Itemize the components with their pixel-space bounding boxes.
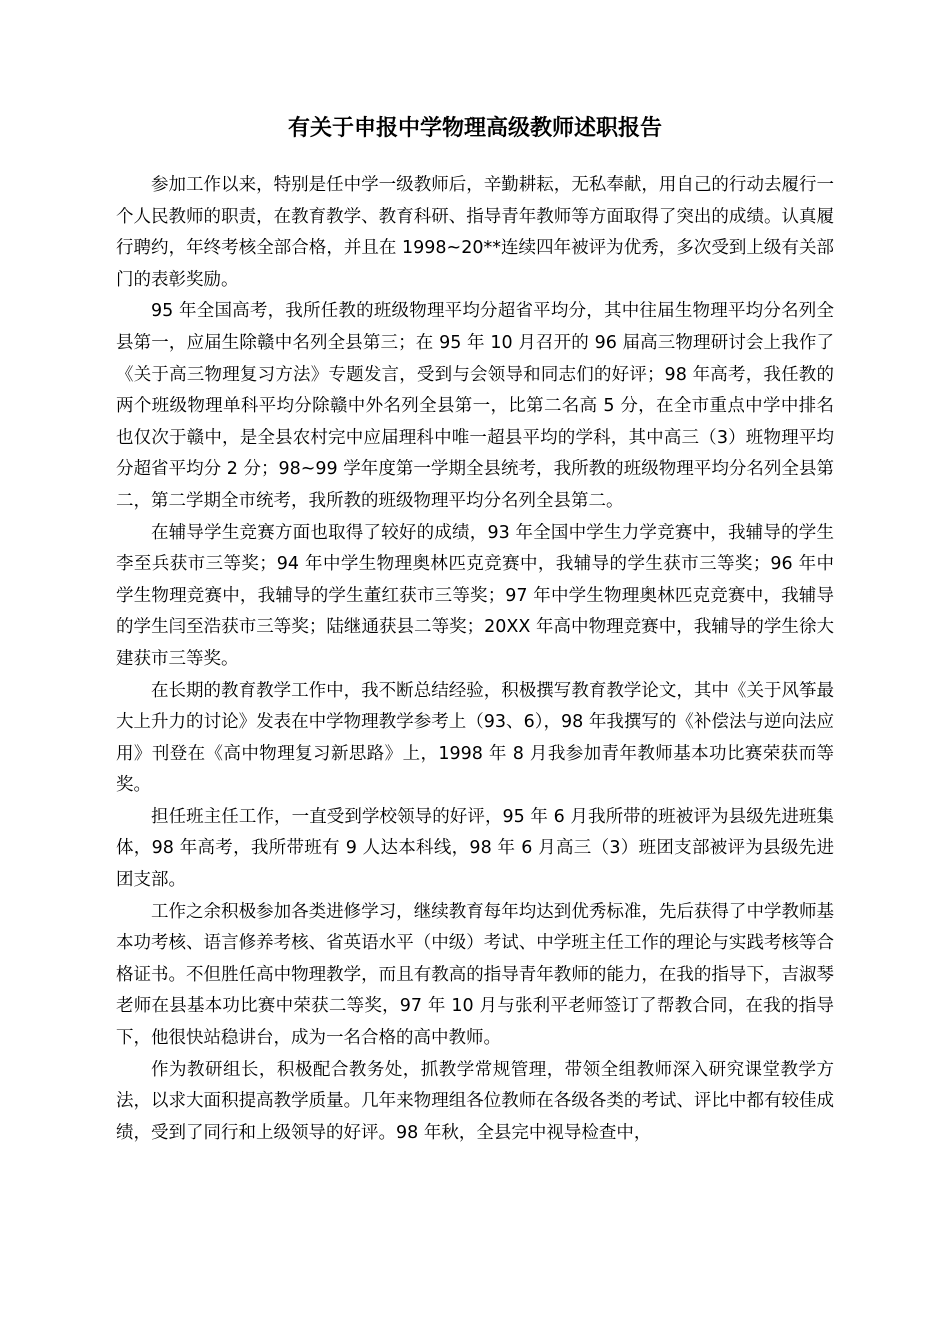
- paragraph-6: 工作之余积极参加各类进修学习，继续教育每年均达到优秀标准，先后获得了中学教师基本功考核、语言修养考核、省英语水平（中级）考试、中学班主任工作的理论与实践考核等合格证书。不但胜任高中物理教学，而且有教高的指导青年教师的能力，在我的指导下，吉淑琴老师在县基本功比赛中荣获二等奖，97 年 10 月与张利平老师签订了帮教合同，在我的指导下，他很快站稳讲台，成为一名合格的高中教师。: [116, 901, 834, 1049]
- paragraph-4: 在长期的教育教学工作中，我不断总结经验，积极撰写教育教学论文，其中《关于风筝最大上升力的讨论》发表在中学物理教学参考上（93、6），98 年我撰写的《补偿法与逆向法应用》刊登在《高中物理复习新思路》上，1998 年 8 月我参加青年教师基本功比赛荣获而等奖。: [116, 680, 834, 796]
- paragraph-1: 参加工作以来，特别是任中学一级教师后，辛勤耕耘，无私奉献，用自己的行动去履行一个人民教师的职责，在教育教学、教育科研、指导青年教师等方面取得了突出的成绩。认真履行聘约，年终考核全部合格，并且在 1998~20**连续四年被评为优秀，多次受到上级有关部门的表彰奖励。: [116, 175, 834, 290]
- document-body: [116, 170, 834, 1149]
- paragraph-7: 作为教研组长，积极配合教务处，抓教学常规管理，带领全组教师深入研究课堂教学方法，以求大面积提高教学质量。几年来物理组各位教师在各级各类的考试、评比中都有较佳成绩，受到了同行和上级领导的好评。98 年秋，全县完中视导检查中，: [116, 1059, 834, 1143]
- document-title: 有关于申报中学物理高级教师述职报告: [287, 116, 662, 141]
- paragraph-3: 在辅导学生竞赛方面也取得了较好的成绩，93 年全国中学生力学竞赛中，我辅导的学生李至兵获市三等奖；94 年中学生物理奥林匹克竞赛中，我辅导的学生获市三等奖；96 年中学生物理竞赛中，我辅导的学生董红获市三等奖；97 年中学生物理奥林匹克竞赛中，我辅导的学生闫至浩获市三等奖；陆继通获县二等奖；20XX 年高中物理竞赛中，我辅导的学生徐大建获市三等奖。: [116, 522, 834, 669]
- paragraph-2: 95 年全国高考，我所任教的班级物理平均分超省平均分，其中往届生物理平均分名列全县第一，应届生除赣中名列全县第三；在 95 年 10 月召开的 96 届高三物理研讨会上我作了《关于高三物理复习方法》专题发言，受到与会领导和同志们的好评；98 年高考，我任教的两个班级物理单科平均分除赣中外名列全县第一，比第二名高 5 分，在全市重点中学中排名也仅次于赣中，是全县农村完中应届理科中唯一超县平均的学科，其中高三（3）班物理平均分超省平均分 2 分；98~99 学年度第一学期全县统考，我所教的班级物理平均分名列全县第二，第二学期全市统考，我所教的班级物理平均分名列全县第二。: [116, 301, 834, 511]
- paragraph-5: 担任班主任工作，一直受到学校领导的好评，95 年 6 月我所带的班被评为县级先进班集体，98 年高考，我所带班有 9 人达本科线，98 年 6 月高三（3）班团支部被评为县级先进团支部。: [116, 806, 834, 891]
